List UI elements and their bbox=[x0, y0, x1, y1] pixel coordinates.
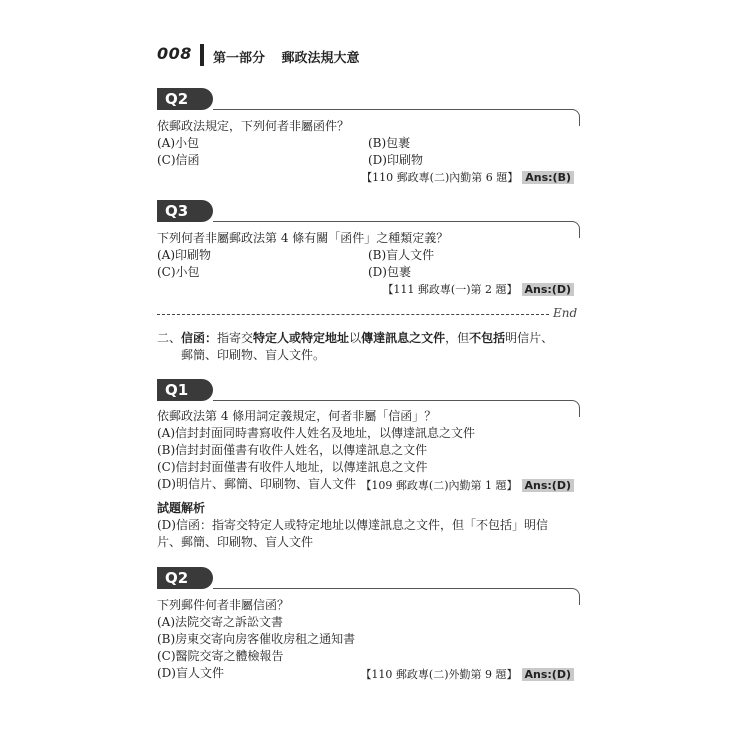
analysis-title: 試題解析 bbox=[157, 501, 206, 515]
answer-badge: Ans:(B) bbox=[522, 171, 574, 184]
analysis-line-1: (D)信函：指寄交特定人或特定地址以傳達訊息之文件，但「不包括」明信 bbox=[157, 518, 548, 532]
definition-bold: 特定人或特定地址 bbox=[253, 331, 350, 345]
question-label: Q2 bbox=[157, 88, 213, 110]
question-text: 依郵政法第 4 條用詞定義規定，何者非屬「信函」？ bbox=[157, 409, 437, 423]
question-label: Q1 bbox=[157, 379, 213, 401]
analysis-line-2: 片、郵簡、印刷物、盲人文件 bbox=[157, 535, 314, 549]
option-b: (B)包裹 bbox=[368, 136, 411, 150]
definition-line-2: 郵簡、印刷物、盲人文件。 bbox=[181, 348, 326, 362]
answer-badge: Ans:(D) bbox=[522, 283, 574, 296]
definition-line-1 bbox=[157, 330, 553, 347]
page-header bbox=[213, 47, 372, 66]
option-a: (A)信封封面同時書寫收件人姓名及地址，以傳達訊息之文件 bbox=[157, 426, 476, 440]
option-a: (A)法院交寄之訴訟文書 bbox=[157, 615, 284, 629]
option-c: (C)醫院交寄之體檢報告 bbox=[157, 649, 284, 663]
answer-badge: Ans:(D) bbox=[522, 479, 574, 492]
answer-badge: Ans:(D) bbox=[522, 668, 574, 681]
end-mark: End bbox=[553, 306, 578, 320]
option-d: (D)印刷物 bbox=[368, 153, 423, 167]
option-b: (B)房東交寄向房客催收房租之通知書 bbox=[157, 632, 356, 646]
header-divider bbox=[200, 44, 204, 66]
definition-text: 以 bbox=[349, 331, 362, 345]
source-text: 【110 郵政專(二)內勤第 6 題】 bbox=[361, 171, 519, 184]
source-text: 【110 郵政專(二)外勤第 9 題】 bbox=[360, 668, 518, 681]
part-label: 第一部分 bbox=[213, 51, 266, 66]
definition-bold: 不包括 bbox=[469, 331, 506, 345]
question-source bbox=[360, 477, 574, 493]
option-d: (D)盲人文件 bbox=[157, 666, 224, 680]
option-c: (C)信封封面僅書有收件人地址，以傳達訊息之文件 bbox=[157, 460, 428, 474]
definition-text: ，但 bbox=[445, 331, 470, 345]
question-text: 下列何者非屬郵政法第 4 條有關「函件」之種類定義？ bbox=[157, 231, 449, 245]
page-number: 008 bbox=[157, 44, 192, 63]
option-c: (C)小包 bbox=[157, 265, 200, 279]
section-divider bbox=[157, 314, 549, 315]
option-b: (B)盲人文件 bbox=[368, 248, 435, 262]
source-text: 【111 郵政專(一)第 2 題】 bbox=[382, 283, 518, 296]
definition-text: 明信片、 bbox=[505, 331, 554, 345]
question-source bbox=[360, 666, 574, 682]
definition-bold: 傳達訊息之文件 bbox=[361, 331, 446, 345]
question-source bbox=[382, 281, 574, 297]
question-text: 依郵政法規定，下列何者非屬函件？ bbox=[157, 119, 350, 133]
question-label: Q3 bbox=[157, 200, 213, 222]
definition-term: 信函： bbox=[181, 331, 218, 345]
option-a: (A)印刷物 bbox=[157, 248, 212, 262]
section-prefix: 二、 bbox=[157, 331, 182, 345]
definition-text: 指寄交 bbox=[217, 331, 254, 345]
option-b: (B)信封封面僅書有收件人姓名，以傳達訊息之文件 bbox=[157, 443, 428, 457]
option-d: (D)明信片、郵簡、印刷物、盲人文件 bbox=[157, 477, 356, 491]
question-source bbox=[361, 169, 574, 185]
option-d: (D)包裹 bbox=[368, 265, 411, 279]
question-label: Q2 bbox=[157, 567, 213, 589]
question-text: 下列郵件何者非屬信函？ bbox=[157, 598, 290, 612]
source-text: 【109 郵政專(二)內勤第 1 題】 bbox=[360, 479, 518, 492]
option-c: (C)信函 bbox=[157, 153, 200, 167]
option-a: (A)小包 bbox=[157, 136, 200, 150]
chapter-title: 郵政法規大意 bbox=[281, 51, 360, 66]
